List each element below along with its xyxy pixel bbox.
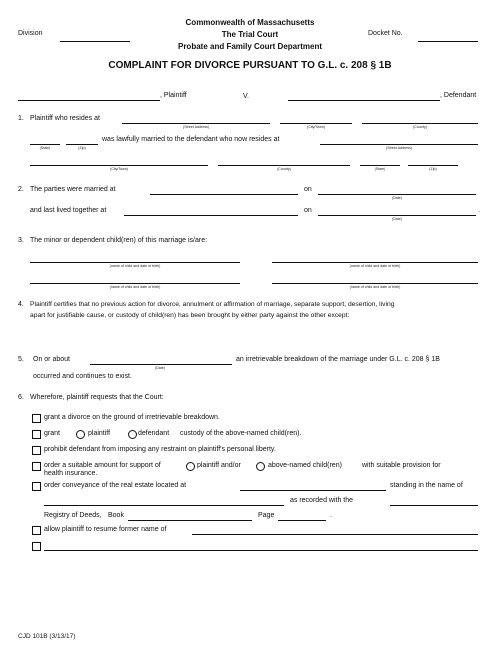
child-1-field[interactable]: [30, 262, 240, 263]
form-id-footer: CJD 101B (3/13/17): [18, 633, 76, 640]
last-lived-place-field[interactable]: [124, 215, 298, 216]
child-2-field[interactable]: [272, 262, 478, 263]
custody-defendant-radio[interactable]: [128, 430, 137, 439]
caption-county-2: (County): [277, 167, 291, 171]
division-field[interactable]: [60, 41, 130, 42]
divorce-option-label: grant a divorce on the ground of irretrievable breakdown.: [44, 414, 220, 421]
caption-city-2: (City/Town): [110, 167, 128, 171]
caption-state: (State): [39, 146, 51, 150]
section-2-number: 2.: [18, 186, 24, 193]
section-1-text-2: was lawfully married to the defendant who now resides at: [102, 136, 280, 143]
caption-child-1: (name of child and date of birth): [109, 264, 161, 268]
page-title: COMPLAINT FOR DIVORCE PURSUANT TO G.L. c. 208 § 1B: [108, 60, 392, 71]
defendant-street-field[interactable]: [320, 144, 478, 145]
support-plaintiff-radio[interactable]: [186, 462, 195, 471]
section-6-text: Wherefore, plaintiff requests that the Court:: [30, 394, 164, 401]
section-6-number: 6.: [18, 394, 24, 401]
caption-street: (Street Address): [183, 125, 209, 129]
section-5-number: 5.: [18, 356, 24, 363]
section-2-text-2: and last lived together at: [30, 207, 107, 214]
division-label: Division: [18, 30, 43, 37]
versus-label: V.: [243, 93, 249, 100]
on-label-2: on: [304, 207, 312, 214]
court-name: Commonwealth of Massachusetts: [185, 18, 315, 27]
caption-date-3: (Date): [155, 366, 165, 370]
page-field[interactable]: [278, 520, 326, 521]
custody-plaintiff-radio[interactable]: [76, 430, 85, 439]
court-department: Probate and Family Court Department: [177, 42, 323, 51]
plaintiff-name-field[interactable]: [18, 100, 160, 101]
section-3-text: The minor or dependent child(ren) of this marriage is/are:: [30, 237, 208, 244]
plaintiff-zip-field[interactable]: [66, 144, 98, 145]
real-estate-recorded-text: as recorded with the: [290, 497, 354, 504]
caption-child-2: (name of child and date of birth): [349, 264, 401, 268]
real-estate-address-field[interactable]: [240, 490, 386, 491]
defendant-label: , Defendant: [440, 92, 477, 99]
other-relief-field[interactable]: [44, 550, 478, 551]
defendant-county-field[interactable]: [218, 165, 350, 166]
section-2-text: The parties were married at: [30, 186, 116, 193]
real-estate-option-label: order conveyance of the real estate located at: [44, 482, 187, 489]
custody-plaintiff-label: plaintiff: [88, 430, 111, 437]
breakdown-date-field[interactable]: [90, 364, 232, 365]
child-3-field[interactable]: [30, 283, 240, 284]
defendant-zip-field[interactable]: [408, 165, 458, 166]
caption-date-1: (Date): [392, 196, 402, 200]
divorce-checkbox[interactable]: [32, 414, 41, 423]
caption-date-2: (Date): [392, 217, 402, 221]
registry-name-field[interactable]: [390, 505, 478, 506]
defendant-state-field[interactable]: [360, 165, 400, 166]
real-estate-standing-text: standing in the name of: [390, 482, 463, 489]
caption-zip-2: (Zip): [429, 167, 437, 171]
page-label: Page: [258, 512, 275, 519]
support-plaintiff-label: plaintiff and/or: [197, 462, 241, 469]
docket-label: Docket No.: [368, 30, 403, 37]
on-label-1: on: [304, 186, 312, 193]
caption-city: (City/Town): [307, 125, 325, 129]
marriage-date-field[interactable]: [318, 194, 476, 195]
custody-option-text: custody of the above-named child(ren).: [180, 430, 302, 437]
support-children-label: above-named child(ren): [268, 462, 342, 469]
custody-checkbox[interactable]: [32, 430, 41, 439]
section-3-number: 3.: [18, 237, 24, 244]
section-1-number: 1.: [18, 115, 24, 122]
plaintiff-county-field[interactable]: [362, 123, 478, 124]
period-mark: .: [478, 207, 480, 214]
section-5-text-3: occurred and continues to exist.: [33, 373, 132, 380]
support-provision-text: with suitable provision for: [362, 462, 441, 469]
section-5-text-2: an irretrievable breakdown of the marriage under G.L. c. 208 § 1B: [236, 356, 440, 363]
registry-label: Registry of Deeds,: [44, 512, 102, 519]
court-subname: The Trial Court: [221, 30, 279, 39]
custody-defendant-label: defendant: [138, 430, 170, 437]
support-option-label: order a suitable amount for support of: [44, 462, 161, 469]
book-label: Book: [108, 512, 124, 519]
other-relief-checkbox[interactable]: [32, 542, 41, 551]
section-5-text: On or about: [33, 356, 70, 363]
plaintiff-state-field[interactable]: [30, 144, 60, 145]
section-1-text: Plaintiff who resides at: [30, 115, 100, 122]
caption-child-3: (name of child and date of birth): [109, 285, 161, 289]
section-4-text-2: apart for justifiable cause, or custody of child(ren) has been brought by either party against the other except:: [30, 312, 350, 319]
support-health-text: health insurance.: [44, 470, 98, 477]
book-field[interactable]: [128, 520, 252, 521]
custody-grant-label: grant: [44, 430, 60, 437]
real-estate-checkbox[interactable]: [32, 482, 41, 491]
restraint-checkbox[interactable]: [32, 446, 41, 455]
docket-field[interactable]: [418, 41, 478, 42]
last-lived-date-field[interactable]: [318, 215, 476, 216]
former-name-field[interactable]: [192, 534, 478, 535]
defendant-city-field[interactable]: [30, 165, 208, 166]
former-name-checkbox[interactable]: [32, 526, 41, 535]
support-checkbox[interactable]: [32, 462, 41, 471]
caption-zip: (Zip): [78, 146, 86, 150]
former-name-option-label: allow plaintiff to resume former name of: [44, 526, 167, 533]
plaintiff-city-field[interactable]: [280, 123, 352, 124]
plaintiff-label: , Plaintiff: [160, 92, 187, 99]
defendant-name-field[interactable]: [288, 100, 440, 101]
caption-street-2: (Street Address): [386, 146, 412, 150]
section-4-number: 4.: [18, 301, 24, 308]
real-estate-owner-field[interactable]: [44, 505, 284, 506]
caption-county: (County): [413, 125, 427, 129]
period-mark-2: .: [330, 512, 332, 519]
caption-child-4: (name of child and date of birth): [349, 285, 401, 289]
support-children-radio[interactable]: [256, 462, 265, 471]
section-4-text: Plaintiff certifies that no previous action for divorce, annulment or affirmation of marriage, separate support, desertion, living: [30, 301, 395, 308]
caption-state-2: (State): [374, 167, 386, 171]
restraint-option-label: prohibit defendant from imposing any restraint on plaintiff's personal liberty.: [44, 446, 276, 453]
marriage-place-field[interactable]: [150, 194, 298, 195]
child-4-field[interactable]: [272, 283, 478, 284]
plaintiff-street-field[interactable]: [122, 123, 270, 124]
